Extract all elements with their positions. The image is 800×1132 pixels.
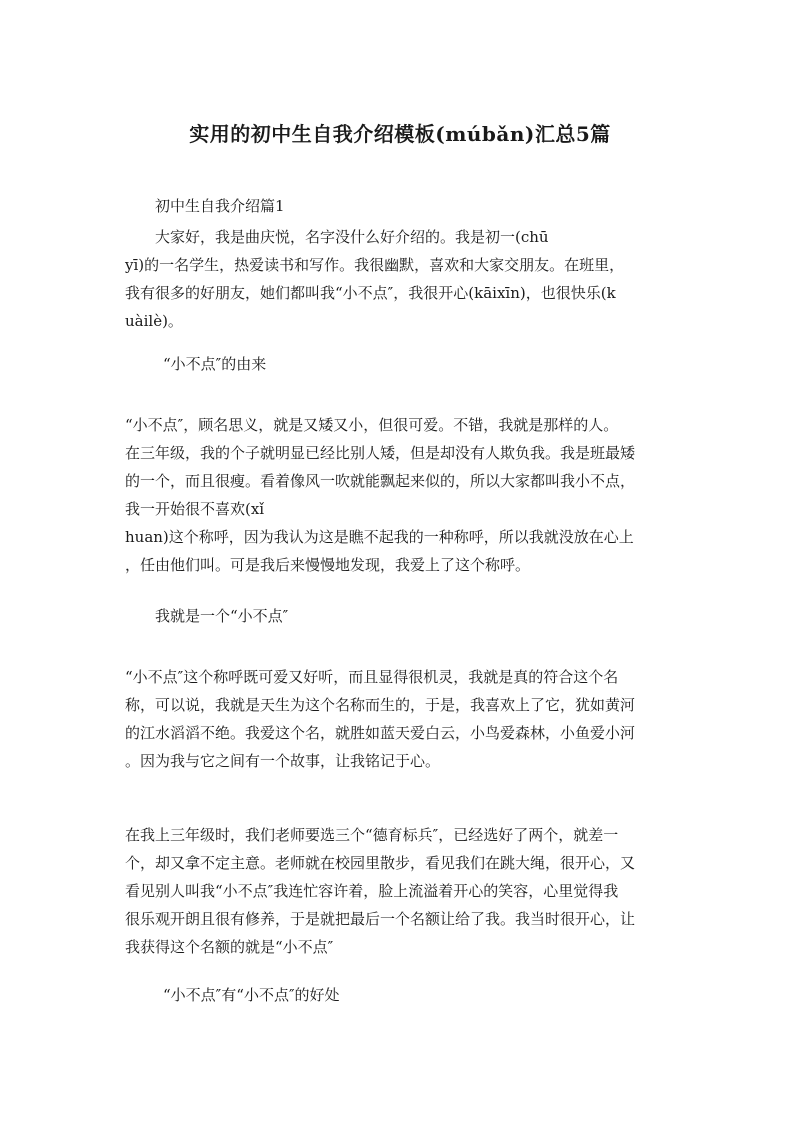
paragraph-line: 在我上三年级时，我们老师要选三个“德育标兵″，已经选好了两个，就差一 <box>125 826 619 844</box>
paragraph-line: 大家好，我是曲庆悦，名字没什么好介绍的。我是初一(chū <box>155 228 549 246</box>
section-heading: 初中生自我介绍篇1 <box>155 197 285 215</box>
paragraph-line: 我一开始很不喜欢(xǐ <box>125 500 265 518</box>
subheading: “小不点″有“小不点″的好处 <box>163 986 340 1004</box>
paragraph-line: “小不点″，顾名思义，就是又矮又小，但很可爱。不错，我就是那样的人。 <box>125 416 619 434</box>
subheading: “小不点″的由来 <box>163 355 267 373</box>
subheading-origin <box>125 350 685 378</box>
paragraph-name <box>125 663 685 775</box>
paragraph-line: 我获得这个名额的就是“小不点″ <box>125 938 334 956</box>
paragraph-line: “小不点″这个称呼既可爱又好听，而且显得很机灵，我就是真的符合这个名 <box>125 668 619 686</box>
paragraph-line: 。因为我与它之间有一个故事，让我铭记于心。 <box>125 752 441 770</box>
paragraph-line: 看见别人叫我“小不点″我连忙容许着，脸上流溢着开心的笑容，心里觉得我 <box>125 882 619 900</box>
paragraph-line: 很乐观开朗且很有修养，于是就把最后一个名额让给了我。我当时很开心，让 <box>125 910 636 928</box>
paragraph-line: ，任由他们叫。可是我后来慢慢地发现，我爱上了这个称呼。 <box>125 556 531 574</box>
paragraph-story <box>125 821 685 961</box>
paragraph-line: uàilè)。 <box>125 312 183 330</box>
document-title: 实用的初中生自我介绍模板(múbǎn)汇总5篇 <box>189 122 611 146</box>
subheading-benefit <box>125 981 685 1009</box>
paragraph-line: 称，可以说，我就是天生为这个名称而生的，于是，我喜欢上了它，犹如黄河 <box>125 696 636 714</box>
paragraph-line: 在三年级，我的个子就明显已经比别人矮，但是却没有人欺负我。我是班最矮 <box>125 444 636 462</box>
subheading: 我就是一个“小不点″ <box>155 607 289 625</box>
paragraph-line: 我有很多的好朋友，她们都叫我“小不点″，我很开心(kāixīn)，也很快乐(k <box>125 284 616 302</box>
paragraph-line: yī)的一名学生，热爱读书和写作。我很幽默，喜欢和大家交朋友。在班里， <box>125 256 625 274</box>
paragraph-line: 的一个，而且很瘦。看着像风一吹就能飘起来似的，所以大家都叫我小不点， <box>125 472 636 490</box>
paragraph-origin <box>125 411 685 579</box>
paragraph-line: 的江水滔滔不绝。我爱这个名，就胜如蓝天爱白云，小鸟爱森林，小鱼爱小河 <box>125 724 636 742</box>
paragraph-line: huan)这个称呼，因为我认为这是瞧不起我的一种称呼，所以我就没放在心上 <box>125 528 634 546</box>
paragraph-intro <box>125 223 685 335</box>
subheading-me <box>125 602 685 630</box>
section-heading-1 <box>125 192 685 220</box>
paragraph-line: 个，却又拿不定主意。老师就在校园里散步，看见我们在跳大绳，很开心，又 <box>125 854 636 872</box>
